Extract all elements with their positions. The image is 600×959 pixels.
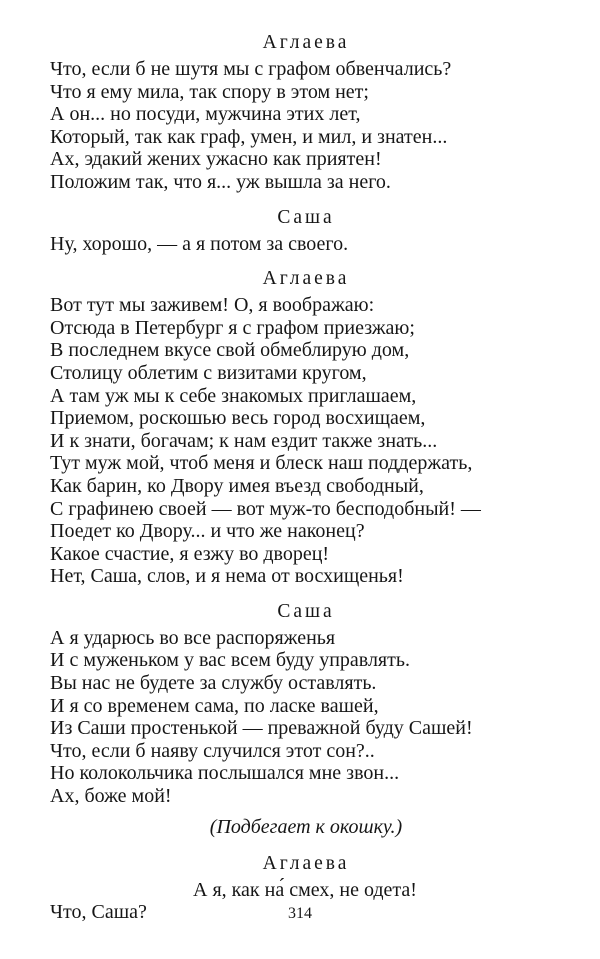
- verse-line-indented: А я, как на́ смех, не одета!: [193, 878, 417, 901]
- verse-line: Положим так, что я... уж вышла за него.: [50, 170, 391, 193]
- verse-line: Столицу облетим с визитами кругом,: [50, 361, 367, 384]
- verse-line: Но колокольчика послышался мне звон...: [50, 762, 400, 785]
- verse-line: Отсюда в Петербург я с графом приезжаю;: [50, 316, 415, 339]
- verse-line: Как барин, ко Двору имея въезд свободный,: [50, 474, 424, 497]
- speech-block-aglaeva-1: [50, 30, 562, 194]
- verse-line: С графинею своей — вот муж-то бесподобный! —: [50, 497, 481, 520]
- stage-direction: (Подбегает к окошку.): [209, 815, 403, 838]
- speaker-name: Саша: [277, 600, 335, 622]
- verse-line: Что, Саша?: [50, 901, 147, 924]
- verse-line: Что, если б не шутя мы с графом обвенчались?: [50, 58, 452, 80]
- speaker-name: Саша: [277, 206, 335, 228]
- verse-line: А я ударюсь во все распоряженья: [50, 626, 336, 649]
- speaker-name: Аглаева: [262, 852, 350, 874]
- speaker-name: Аглаева: [262, 32, 350, 53]
- verse-line: А он... но посуди, мужчина этих лет,: [50, 103, 361, 126]
- verse-line: В последнем вкусе свой обмеблирую дом,: [50, 339, 410, 362]
- verse-line: А там уж мы к себе знакомых приглашаем,: [50, 384, 417, 407]
- verse-line: Ну, хорошо, — а я потом за своего.: [50, 232, 349, 255]
- verse-line: И к знати, богачам; к нам ездит также знать...: [50, 429, 438, 452]
- page-number: 314: [288, 905, 312, 922]
- verse: [50, 627, 562, 808]
- speech-block-sasha-2: [50, 599, 562, 840]
- verse: [50, 233, 562, 256]
- verse-line: Ах, эдакий жених ужасно как приятен!: [50, 148, 382, 171]
- verse-line: Что я ему мила, так спору в этом нет;: [50, 80, 369, 103]
- speaker-name: Аглаева: [262, 268, 350, 290]
- verse-line: Приемом, роскошью весь город восхищаем,: [50, 407, 426, 430]
- speech-block-aglaeva-2: [50, 266, 562, 588]
- verse: [50, 58, 562, 194]
- verse-line: И с муженьком у вас всем буду управлять.: [50, 649, 410, 672]
- verse-line: Какое счастие, я езжу во дворец!: [50, 542, 330, 565]
- verse-line: Из Саши простенькой — преважной буду Сашей!: [50, 717, 473, 740]
- verse-line: Нет, Саша, слов, и я нема от восхищенья!: [50, 565, 404, 588]
- verse-line: Что, если б наяву случился этот сон?..: [50, 739, 375, 762]
- verse-line: Поедет ко Двору... и что же наконец?: [50, 520, 365, 543]
- speech-block-sasha-1: [50, 205, 562, 256]
- verse-line: Который, так как граф, умен, и мил, и знатен...: [50, 125, 448, 148]
- verse-line: Вы нас не будете за службу оставлять.: [50, 672, 377, 695]
- verse: [50, 294, 562, 588]
- verse-line: Тут муж мой, чтоб меня и блеск наш поддержать,: [50, 452, 473, 475]
- verse-line: И я со временем сама, по ласке вашей,: [50, 694, 379, 717]
- verse-line: Ах, боже мой!: [50, 785, 172, 808]
- verse-line: Вот тут мы заживем! О, я воображаю:: [50, 294, 375, 317]
